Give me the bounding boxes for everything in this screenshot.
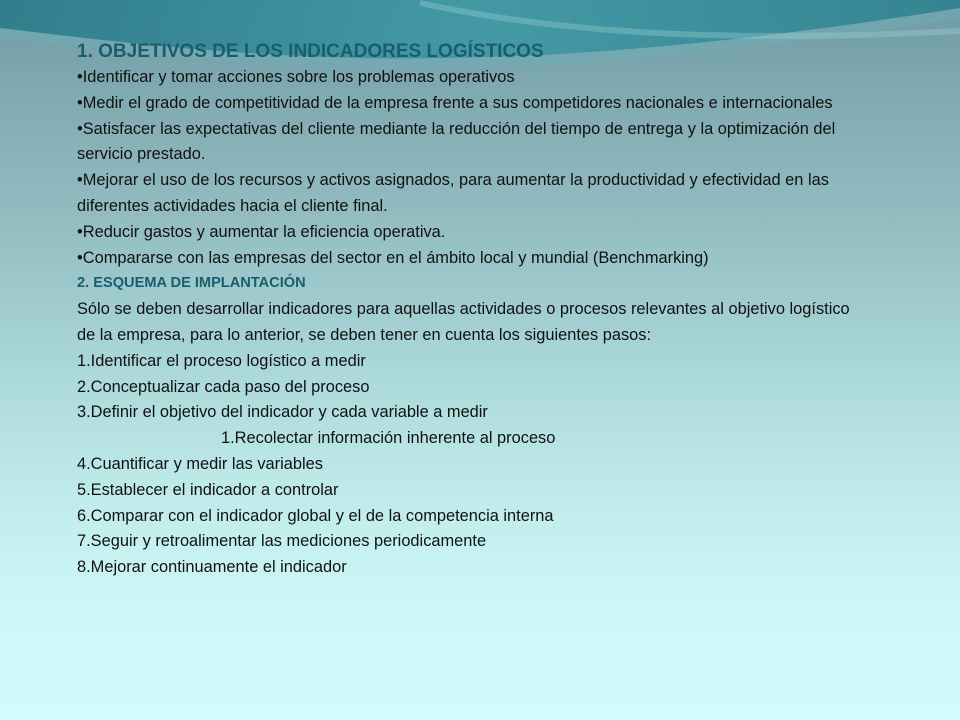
- step-item: 4.Cuantificar y medir las variables: [77, 454, 323, 473]
- bullet-item: •Mejorar el uso de los recursos y activos asignados, para aumentar la productividad y efectividad en las diferentes actividades hacia el cliente final.: [77, 171, 829, 215]
- bullet-item: •Compararse con las empresas del sector en el ámbito local y mundial (Benchmarking): [77, 248, 709, 267]
- esquema-intro: Sólo se deben desarrollar indicadores para aquellas actividades o procesos relevantes al objetivo logístico de la empresa, para lo anterior, se deben tener en cuenta los siguientes pasos:: [77, 300, 850, 344]
- substep-item: 1.Recolectar información inherente al proceso: [221, 429, 556, 448]
- step-item: 7.Seguir y retroalimentar las mediciones periodicamente: [77, 532, 487, 551]
- step-item: 2.Conceptualizar cada paso del proceso: [77, 377, 370, 396]
- step-item: 5.Establecer el indicador a controlar: [77, 480, 339, 499]
- slide-content: [77, 40, 857, 581]
- step-item: 6.Comparar con el indicador global y el de la competencia interna: [77, 506, 554, 525]
- step-item: 1.Identificar el proceso logístico a medir: [77, 351, 366, 370]
- heading-esquema: 2. ESQUEMA DE IMPLANTACIÓN: [77, 275, 306, 292]
- step-item: 8.Mejorar continuamente el indicador: [77, 558, 347, 577]
- bullet-item: •Satisfacer las expectativas del cliente mediante la reducción del tiempo de entrega y la optimización del servicio prestado.: [77, 119, 836, 164]
- bullet-item: •Medir el grado de competitividad de la empresa frente a sus competidores nacionales e internacionales: [77, 93, 833, 112]
- heading-objetivos: 1. OBJETIVOS DE LOS INDICADORES LOGÍSTICOS: [77, 41, 544, 62]
- step-item: 3.Definir el objetivo del indicador y cada variable a medir: [77, 403, 488, 422]
- bullet-item: •Reducir gastos y aumentar la eficiencia operativa.: [77, 222, 446, 241]
- bullet-item: •Identificar y tomar acciones sobre los problemas operativos: [77, 68, 515, 86]
